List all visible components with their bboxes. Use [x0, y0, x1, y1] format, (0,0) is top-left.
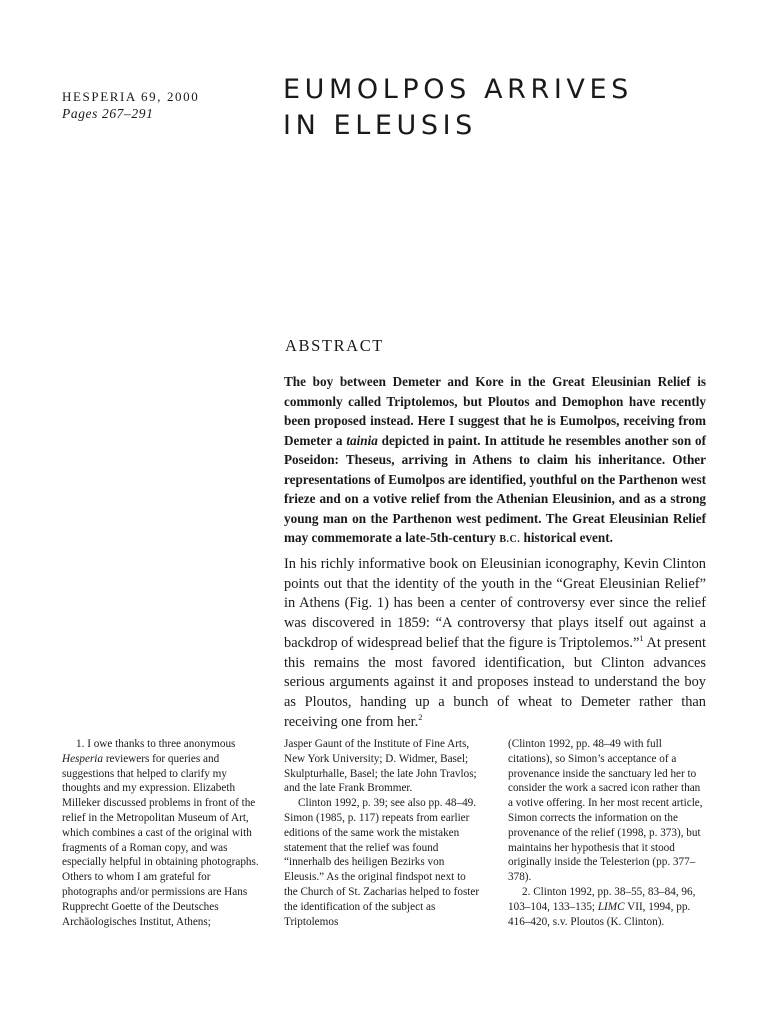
footnote-column-2 — [284, 737, 482, 929]
abstract-italic-term: tainia — [346, 432, 378, 448]
title-line-1: EUMOLPOS ARRIVES — [283, 74, 633, 105]
abstract-text-part: historical event. — [520, 530, 613, 545]
footnote-column-3 — [508, 737, 706, 929]
journal-name: HESPERIA 69, 2000 — [62, 89, 200, 104]
footnote-ref-2[interactable]: 2 — [418, 711, 423, 722]
footnote-1 — [62, 737, 260, 929]
article-title — [283, 72, 633, 144]
footnote-1-continued-2: (Clinton 1992, pp. 48–49 with full citations), so Simon’s acceptance of a provenance inside the sanctuary led her to consider the work a sacred icon rather than a votive offering. In her most recent article, Simon corrects the information on the provenance of the relief (1998, p. 373), but maintains her hypothesis that it stood originally inside the Telesterion (pp. 377–378). — [508, 738, 703, 884]
footnote-italic-abbrev: LIMC — [597, 900, 625, 913]
footnote-text-part: reviewers for queries and suggestions that helped to clarify my thoughts and my expression. Elizabeth Milleker discussed problems in front of the relief in the Metropolitan Museum of Art, which combines a cast of the original with fragments of a Roman copy, and was especially helpful in obtaining photographs. Others to whom I am grateful for photographs and/or permissions are Hans Rupprecht Goette of the Deutsches Archäologisches Institut, Athens; — [62, 752, 259, 928]
footnote-2 — [508, 885, 706, 929]
body-paragraph — [284, 555, 706, 732]
footnote-1-second-paragraph: Clinton 1992, p. 39; see also pp. 48–49. Simon (1985, p. 117) repeats from earlier editions of the same work the mistaken statement that the relief was found “innerhalb des heiligen Bezirks von Eleusis.” As the original findspot next to the Church of St. Zacharias helped to foster the identification of the subject as Triptolemos — [284, 797, 480, 928]
journal-citation — [62, 88, 199, 122]
page-range: Pages 267–291 — [62, 106, 154, 121]
footnote-text-part: 2. Clinton 1992, pp. 38–55, 83–84, 96, 103–104, 133–135; — [508, 885, 696, 913]
abstract-paragraph — [284, 372, 706, 550]
body-text-part: In his richly informative book on Eleusinian iconography, Kevin Clinton points out that the identity of the youth in the “Great Eleusinian Relief” in Athens (Fig. 1) has been a center of controversy ever since the relief was discovered in 1859: “A controversy that plays itself out against a backdrop of widespread belief that the figure is Triptolemos.” — [284, 556, 706, 651]
abstract-heading: ABSTRACT — [285, 336, 384, 355]
footnote-text-part: VII, 1994, pp. 416–420, s.v. Ploutos (K. Clinton). — [508, 900, 691, 928]
abstract-text-part: The boy between Demeter and Kore in the Great Eleusinian Relief is commonly called Triptolemos, but Ploutos and Demophon have recently been proposed instead. Here I suggest that he is Eumolpos, receiving from Demeter a — [284, 374, 706, 448]
title-line-2: IN ELEUSIS — [283, 110, 477, 141]
footnote-text-part: 1. I owe thanks to three anonymous — [76, 738, 236, 750]
abstract-text-part: depicted in paint. In attitude he resembles another son of Poseidon: Theseus, arriving in Athens to claim his inheritance. Other representations of Eumolpos are identified, youthful on the Parthenon west frieze and on a votive relief from the Athenian Eleusinion, and as a strong young man on the Parthenon west pediment. The Great Eleusinian Relief may commemorate a late-5th-century — [284, 432, 707, 545]
footnote-italic-journal: Hesperia — [62, 752, 104, 765]
footnote-ref-1[interactable]: 1 — [639, 633, 644, 644]
footnote-1-continued: Jasper Gaunt of the Institute of Fine Arts, New York University; D. Widmer, Basel; Skulpturhalle, Basel; the late John Travlos; and the late Frank Brommer. — [284, 738, 477, 795]
footnote-column-1 — [62, 737, 260, 929]
body-text-part: At present this remains the most favored identification, but Clinton advances serious arguments against it and proposes instead to understand the boy as Ploutos, handing up a bunch of wheat to Demeter rather than receiving one from her. — [284, 634, 706, 730]
abstract-era-abbrev: B.C. — [499, 534, 521, 545]
